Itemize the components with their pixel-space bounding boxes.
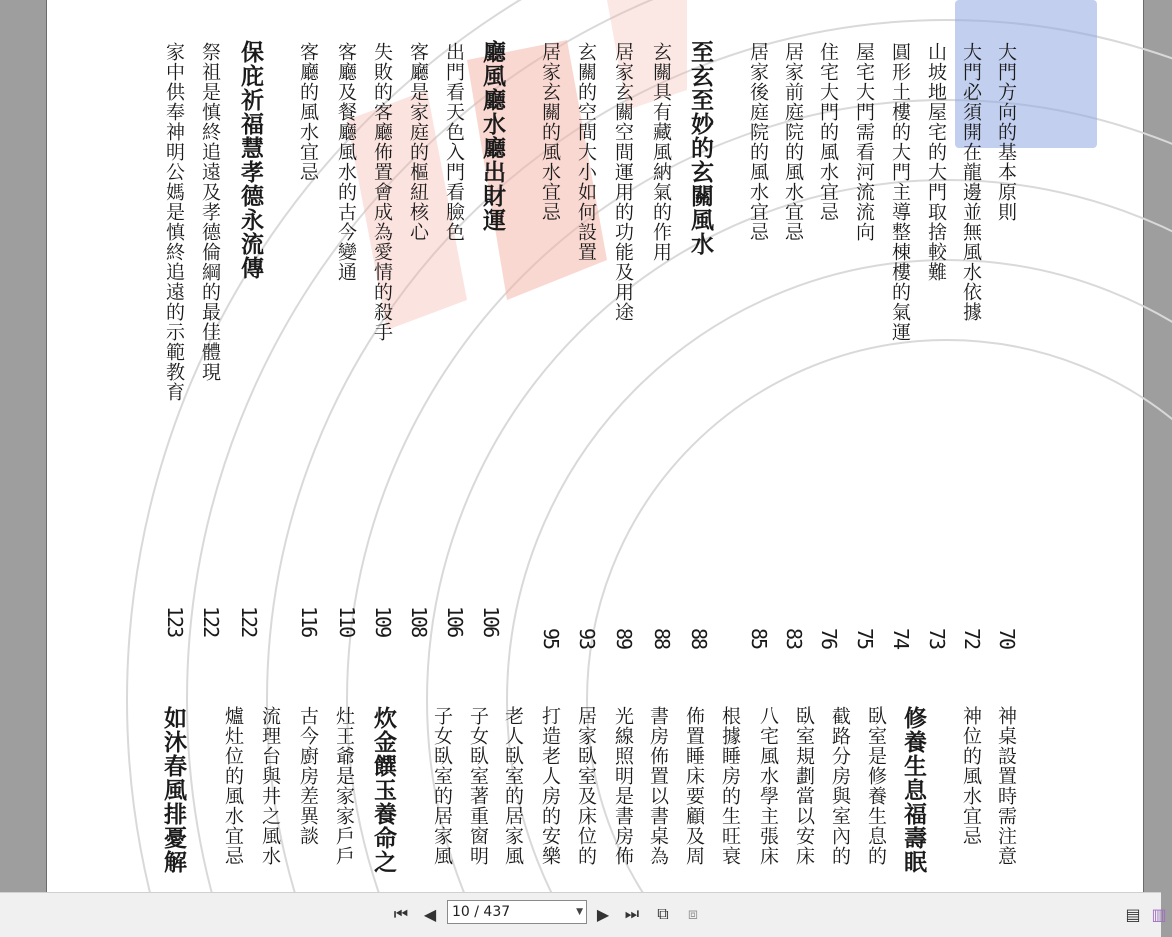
toc-entry-text: 子女臥室的居家風 xyxy=(431,706,453,866)
toc-entry-text: 打造老人房的安樂 xyxy=(539,706,561,866)
toc-entry-text: 居家後庭院的風水宜忌 xyxy=(747,42,769,242)
toc-entry-text: 圓形土樓的大門主導整棟樓的氣運 xyxy=(889,42,911,342)
toc-entry-text: 住宅大門的風水宜忌 xyxy=(817,42,839,222)
fit-page-icon[interactable]: ⧉ xyxy=(657,904,669,923)
toc-entry-text: 居家臥室及床位的 xyxy=(575,706,597,866)
chevron-down-icon[interactable]: ▼ xyxy=(576,907,583,917)
prev-page-icon[interactable]: ◀ xyxy=(423,904,437,924)
two-page-icon[interactable]: ▥ xyxy=(1151,904,1167,924)
toc-section-title: 炊金饌玉養命之 xyxy=(370,706,397,874)
toc-page-number: 108 xyxy=(407,606,431,637)
next-page-icon[interactable]: ▶ xyxy=(596,904,610,924)
toc-page-number: 88 xyxy=(687,628,711,649)
toc-page-number: 72 xyxy=(960,628,984,649)
toc-entry-text: 臥室是修養生息的 xyxy=(865,706,887,866)
fit-width-icon[interactable]: ⧈ xyxy=(687,904,699,923)
toc-entry-text: 大門必須開在龍邊並無風水依據 xyxy=(960,42,982,322)
first-page-icon[interactable]: ⏮ xyxy=(393,904,409,923)
toc-entry-text: 失敗的客廳佈置會成為愛情的殺手 xyxy=(371,42,393,342)
toc-page-number: 106 xyxy=(479,606,503,637)
toc-page-number: 88 xyxy=(650,628,674,649)
toc-page-number: 93 xyxy=(575,628,599,649)
toc-entry-text: 居家玄關空間運用的功能及用途 xyxy=(612,42,634,322)
toc-page-number: 123 xyxy=(163,606,187,637)
toc-section-title: 修養生息福壽眠 xyxy=(900,706,927,874)
toc-page-number: 110 xyxy=(335,606,359,637)
toc-entry-text: 流理台與井之風水 xyxy=(259,706,281,866)
toc-page-number: 109 xyxy=(371,606,395,637)
document-page xyxy=(46,0,1144,892)
toc-page-number: 76 xyxy=(817,628,841,649)
toc-page-number: 116 xyxy=(297,606,321,637)
toc-page-number: 73 xyxy=(925,628,949,649)
toc-page-number: 122 xyxy=(237,606,261,637)
toc-page-number: 70 xyxy=(995,628,1019,649)
toc-section-title: 如沐春風排憂解 xyxy=(160,706,187,874)
toc-entry-text: 大門方向的基本原則 xyxy=(995,42,1017,222)
toc-entry-text: 玄關的空間大小如何設置 xyxy=(575,42,597,262)
toc-page-number: 83 xyxy=(782,628,806,649)
toc-section-title: 廳風廳水廳出財運 xyxy=(479,40,506,232)
toc-entry-text: 截路分房與室內的 xyxy=(829,706,851,866)
page-number-field[interactable] xyxy=(447,900,587,924)
last-page-icon[interactable]: ⏭ xyxy=(624,904,640,923)
toc-page-number: 74 xyxy=(889,628,913,649)
toc-entry-text: 居家前庭院的風水宜忌 xyxy=(782,42,804,242)
toc-entry-text: 書房佈置以書桌為 xyxy=(647,706,669,866)
toc-section-title: 保庇祈福慧孝德永流傳 xyxy=(237,40,264,280)
toc-entry-text: 光線照明是書房佈 xyxy=(612,706,634,866)
toc-page-number: 89 xyxy=(612,628,636,649)
toc-entry-text: 臥室規劃當以安床 xyxy=(793,706,815,866)
toc-entry-text: 老人臥室的居家風 xyxy=(502,706,524,866)
toc-entry-text: 玄關具有藏風納氣的作用 xyxy=(650,42,672,262)
toc-entry-text: 客廳及餐廳風水的古今變通 xyxy=(335,42,357,282)
toc-page-number: 106 xyxy=(443,606,467,637)
pdf-toolbar xyxy=(0,892,1167,937)
toc-page-number: 95 xyxy=(539,628,563,649)
toc-entry-text: 屋宅大門需看河流流向 xyxy=(853,42,875,242)
toc-entry-text: 祭祖是慎終追遠及孝德倫綱的最佳體現 xyxy=(199,42,221,382)
toc-entry-text: 出門看天色入門看臉色 xyxy=(443,42,465,242)
toc-entry-text: 神桌設置時需注意 xyxy=(995,706,1017,866)
toc-entry-text: 家中供奉神明公媽是慎終追遠的示範教育 xyxy=(163,42,185,402)
toc-entry-text: 客廳是家庭的樞紐核心 xyxy=(407,42,429,242)
toc-entry-text: 山坡地屋宅的大門取捨較難 xyxy=(925,42,947,282)
toc-entry-text: 根據睡房的生旺衰 xyxy=(719,706,741,866)
toc-entry-text: 子女臥室著重窗明 xyxy=(467,706,489,866)
single-page-icon[interactable]: ▤ xyxy=(1125,904,1141,924)
toc-page-number: 75 xyxy=(853,628,877,649)
toc-entry-text: 古今廚房差異談 xyxy=(297,706,319,846)
toc-section-title: 至玄至妙的玄關風水 xyxy=(687,40,714,256)
toc-entry-text: 爐灶位的風水宜忌 xyxy=(222,706,244,866)
toc-page-number: 122 xyxy=(199,606,223,637)
toc-entry-text: 居家玄關的風水宜忌 xyxy=(539,42,561,222)
toc-entry-text: 灶王爺是家家戶戶 xyxy=(333,706,355,866)
toc-entry-text: 客廳的風水宜忌 xyxy=(297,42,319,182)
toc-entry-text: 八宅風水學主張床 xyxy=(757,706,779,866)
toc-page-number: 85 xyxy=(747,628,771,649)
toc-entry-text: 佈置睡床要顧及周 xyxy=(683,706,705,866)
toc-entry-text: 神位的風水宜忌 xyxy=(960,706,982,846)
page-indicator: 10 / 437 xyxy=(452,904,511,920)
